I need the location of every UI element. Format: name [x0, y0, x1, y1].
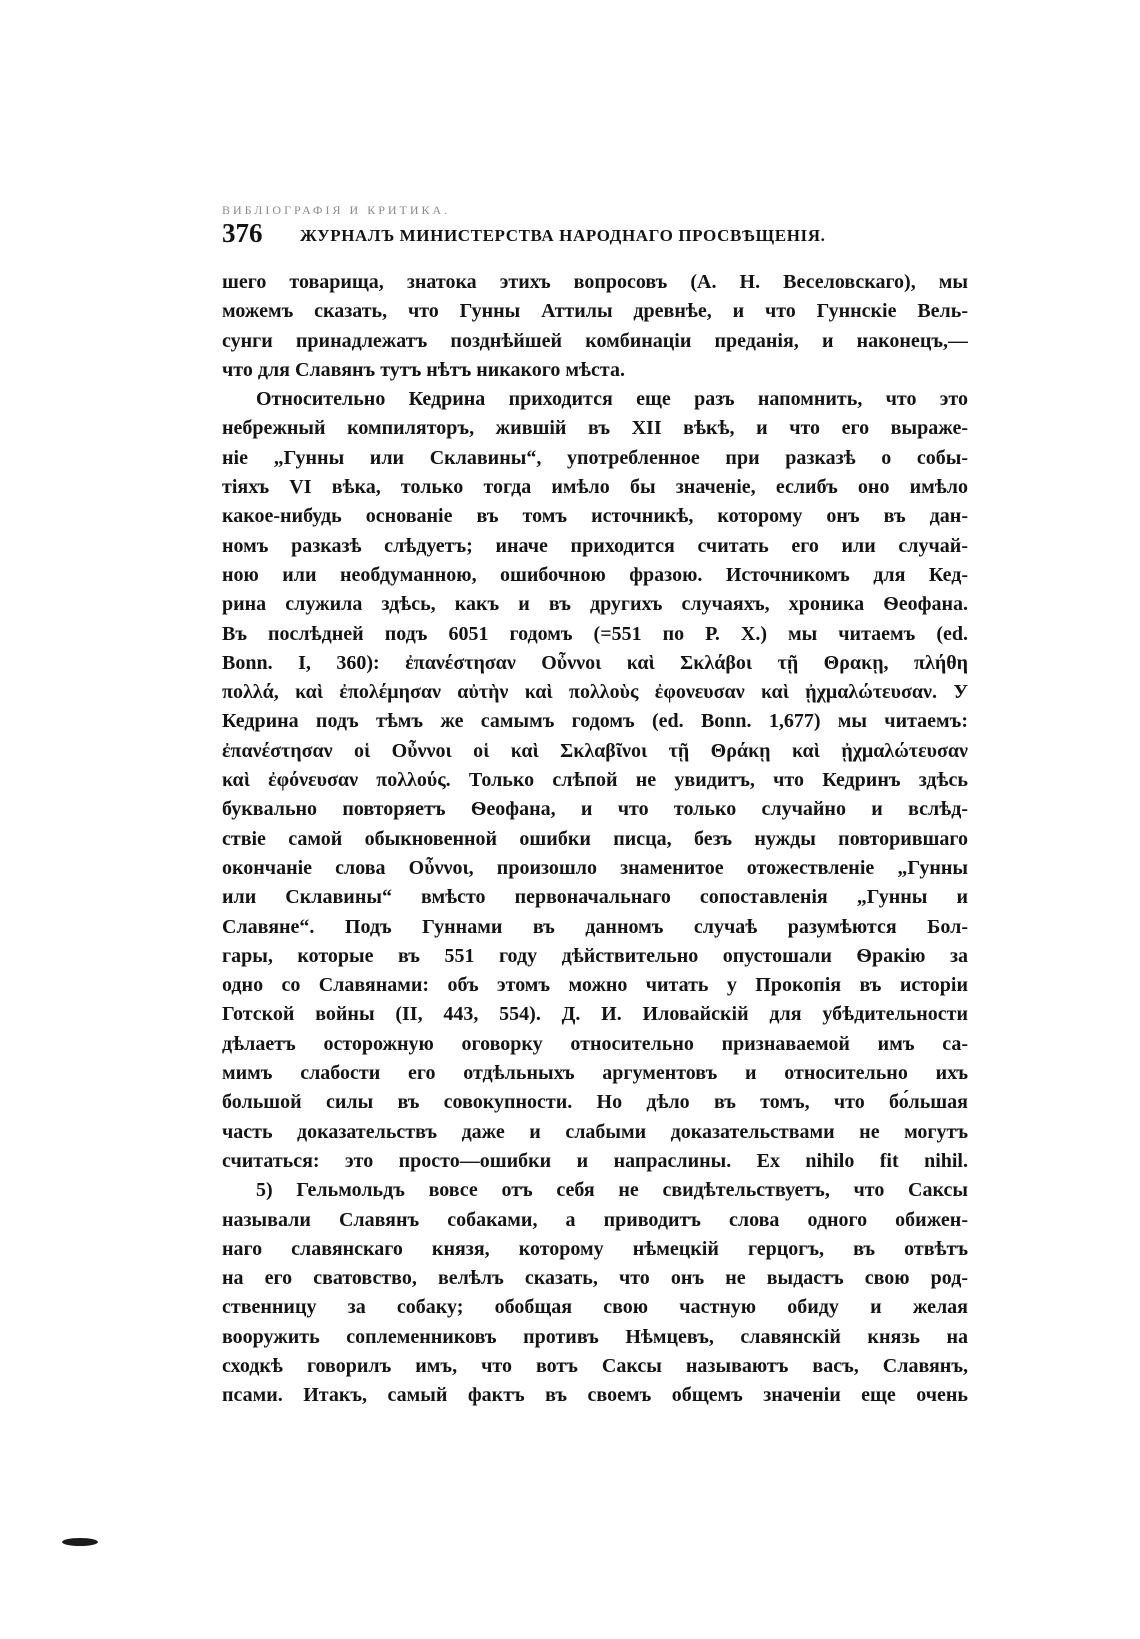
text-line: ною или необдуманною, ошибочною фразою. Источникомъ для Кед-: [222, 563, 968, 586]
text-line: Готской войны (II, 443, 554). Д. И. Иловайскій для убѣдительности: [222, 1003, 968, 1026]
text-line: номъ разказѣ слѣдуетъ; иначе приходится считать его или случай-: [222, 534, 968, 557]
running-head: [222, 218, 968, 250]
text-line: часть доказательствъ даже и слабыми доказательствами не могутъ: [222, 1120, 968, 1143]
text-line: мимъ слабости его отдѣльныхъ аргументовъ и относительно ихъ: [222, 1062, 968, 1085]
text-line: на его сватовство, велѣлъ сказать, что онъ не выдастъ свою род-: [222, 1267, 968, 1290]
text-line: или Склавины“ вмѣсто первоначальнаго сопоставленія „Гунны и: [222, 886, 968, 909]
text-line: гары, которые въ 551 году дѣйствительно опустошали Ѳракію за: [222, 944, 968, 967]
text-line: называли Славянъ собаками, а приводитъ слова одного обижен-: [222, 1208, 968, 1231]
text-line: небрежный компиляторъ, жившій въ XII вѣкѣ, и что его выраже-: [222, 417, 968, 440]
text-line: можемъ сказать, что Гунны Аттилы древнѣе, и что Гуннскіе Вель-: [222, 300, 968, 323]
text-line: сходкѣ говорилъ имъ, что вотъ Саксы называютъ васъ, Славянъ,: [222, 1354, 968, 1377]
text-line: считаться: это просто—ошибки и напраслины. Ex nihilo fit nihil.: [222, 1149, 968, 1172]
journal-title: ЖУРНАЛЪ МИНИСТЕРСТВА НАРОДНАГО ПРОСВѢЩЕНІЯ.: [300, 226, 826, 245]
page-number: 376: [222, 218, 263, 248]
text-line: πολλά, καὶ ἐπολέμησαν αὐτὴν καὶ πολλοὺς ἐφονευσαν καὶ ᾐχμαλώτευσαν. У: [222, 681, 968, 704]
text-line: ἐπανέστησαν οἱ Οὖννοι οἱ καὶ Σκλαβῖνοι τῇ Θράκῃ καὶ ᾐχμαλώτευσαν: [222, 739, 968, 762]
text-line: 5) Гельмольдъ вовсе отъ себя не свидѣтельствуетъ, что Саксы: [256, 1179, 968, 1202]
text-line: Bonn. I, 360): ἐπανέστησαν Οὖννοι καὶ Σκλάβοι τῇ Θρακῃ, πλήθη: [222, 651, 968, 674]
show-through-text: ВИБЛІОГРАФІЯ И КРИТИКА.: [222, 203, 451, 217]
scan-mark: [62, 1538, 98, 1546]
text-line: Въ послѣдней подъ 6051 годомъ (=551 по Р. Х.) мы читаемъ (ed.: [222, 622, 968, 645]
body-text: [222, 268, 968, 1411]
text-line: большой силы въ совокупности. Но дѣло въ томъ, что бо́льшая: [222, 1091, 968, 1114]
text-line: Кедрина подъ тѣмъ же самымъ годомъ (ed. Bonn. 1,677) мы читаемъ:: [222, 710, 968, 733]
text-line: ственницу за собаку; обобщая свою частную обиду и желая: [222, 1296, 968, 1319]
text-line: дѣлаетъ осторожную оговорку относительно признаваемой имъ са-: [222, 1032, 968, 1055]
text-line: ствіе самой обыкновенной ошибки писца, безъ нужды повторившаго: [222, 827, 968, 850]
text-line: вооружить соплеменниковъ противъ Нѣмцевъ, славянскій князь на: [222, 1325, 968, 1348]
text-line: ніе „Гунны или Склавины“, употребленное при разказѣ о собы-: [222, 446, 968, 469]
text-line: окончаніе слова Οὖννοι, произошло знаменитое отожествленіе „Гунны: [222, 856, 968, 879]
text-line: какое-нибудь основаніе въ томъ источникѣ, которому онъ въ дан-: [222, 505, 968, 528]
text-line: сунги принадлежатъ позднѣйшей комбинаціи преданія, и наконецъ,—: [222, 329, 968, 352]
text-line: что для Славянъ тутъ нѣтъ никакого мѣста.: [222, 358, 625, 381]
text-line: псами. Итакъ, самый фактъ въ своемъ общемъ значеніи еще очень: [222, 1384, 968, 1407]
text-line: Относительно Кедрина приходится еще разъ напомнить, что это: [256, 388, 968, 411]
text-line: наго славянскаго князя, которому нѣмецкій герцогъ, въ отвѣтъ: [222, 1237, 968, 1260]
text-line: шего товарища, знатока этихъ вопросовъ (А. Н. Веселовскаго), мы: [222, 271, 968, 293]
text-line: рина служила здѣсь, какъ и въ другихъ случаяхъ, хроника Ѳеофана.: [222, 593, 968, 616]
text-line: καὶ ἐφόνευσαν πολλούς. Только слѣпой не увидитъ, что Кедринъ здѣсь: [222, 769, 968, 792]
text-line: Славяне“. Подъ Гуннами въ данномъ случаѣ разумѣются Бол-: [222, 915, 968, 938]
text-line: буквально повторяетъ Ѳеофана, и что только случайно и вслѣд-: [222, 798, 968, 821]
text-line: тіяхъ VI вѣка, только тогда имѣло бы значеніе, еслибъ оно имѣло: [222, 476, 968, 499]
text-line: одно со Славянами: объ этомъ можно читать у Прокопія въ исторіи: [222, 974, 968, 997]
